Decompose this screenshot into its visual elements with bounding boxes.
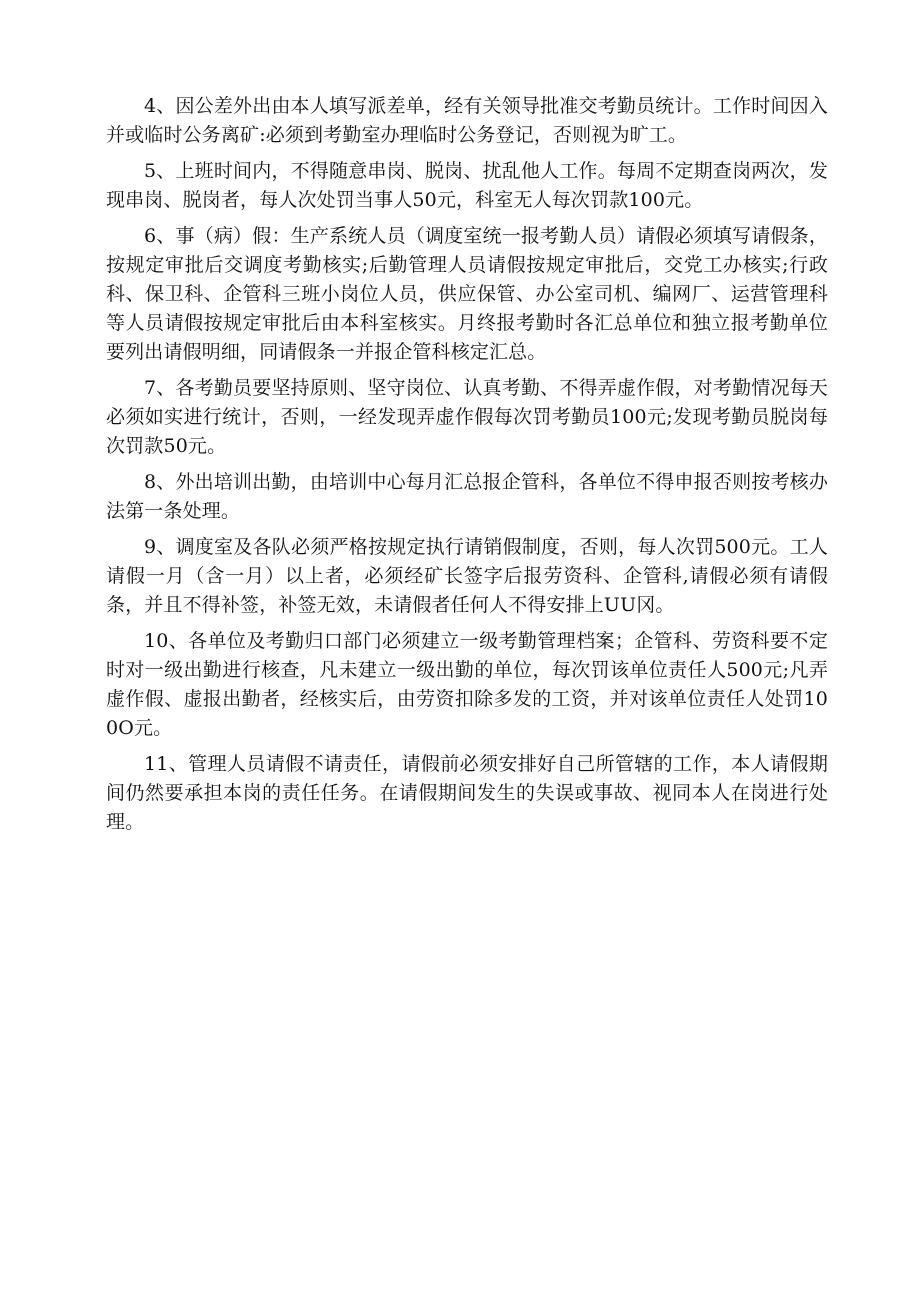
paragraph-item-11: 11、管理人员请假不请责任，请假前必须安排好自己所管辖的工作，本人请假期间仍然要承担本岗的责任任务。在请假期间发生的失误或事故、视同本人在岗进行处理。 [106,753,828,833]
paragraph-item-10: 10、各单位及考勤归口部门必须建立一级考勤管理档案；企管科、劳资科要不定时对一级出勤进行核查，凡未建立一级出勤的单位，每次罚该单位责任人500元;凡弄虚作假、虚报出勤者，经核实后，由劳资扣除多发的工资，并对该单位责任人处罚100O元。 [106,630,828,739]
paragraph-item-9: 9、调度室及各队必须严格按规定执行请销假制度，否则，每人次罚500元。工人请假一月（含一月）以上者，必须经矿长签字后报劳资科、企管科,请假必须有请假条，并且不得补签，补签无效，未请假者任何人不得安排上UU冈。 [106,536,828,616]
paragraph-item-7: 7、各考勤员要坚持原则、坚守岗位、认真考勤、不得弄虚作假，对考勤情况每天必须如实进行统计，否则，一经发现弄虚作假每次罚考勤员100元;发现考勤员脱岗每次罚款50元。 [106,377,828,457]
paragraph-item-6: 6、事（病）假：生产系统人员（调度室统一报考勤人员）请假必须填写请假条，按规定审批后交调度考勤核实;后勤管理人员请假按规定审批后，交党工办核实;行政科、保卫科、企管科三班小岗位人员，供应保管、办公室司机、编网厂、运营管理科等人员请假按规定审批后由本科室核实。月终报考勤时各汇总单位和独立报考勤单位要列出请假明细，同请假条一并报企管科核定汇总。 [106,225,828,363]
paragraph-item-5: 5、上班时间内，不得随意串岗、脱岗、扰乱他人工作。每周不定期查岗两次，发现串岗、脱岗者，每人次处罚当事人50元，科室无人每次罚款100元。 [106,160,828,211]
document-body [106,92,828,844]
paragraph-item-8: 8、外出培训出勤，由培训中心每月汇总报企管科，各单位不得申报否则按考核办法第一条处理。 [106,471,828,522]
paragraph-item-4: 4、因公差外出由本人填写派差单，经有关领导批准交考勤员统计。工作时间因入并或临时公务离矿:必须到考勤室办理临时公务登记，否则视为旷工。 [106,95,828,146]
